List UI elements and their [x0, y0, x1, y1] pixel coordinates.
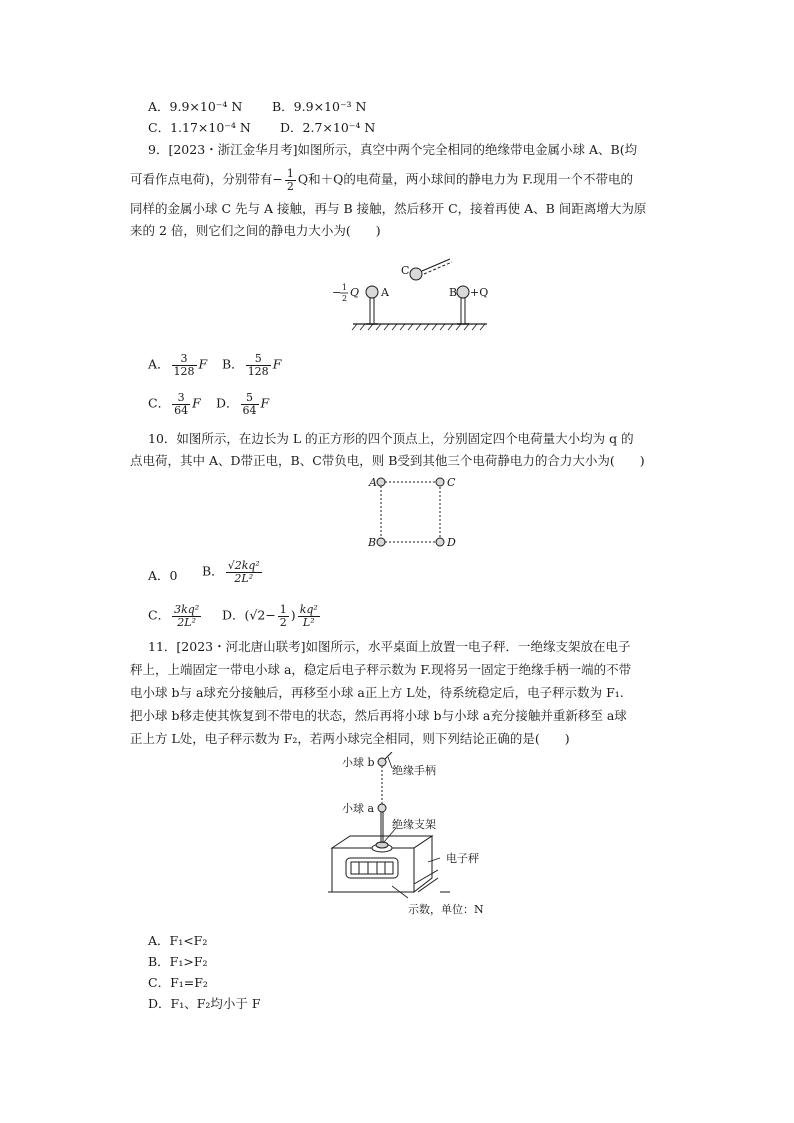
q10-charge-b [377, 538, 385, 546]
q11-option-a: A．F₁<F₂ [148, 933, 208, 948]
q9-label-b: B [449, 286, 458, 299]
q9-label-a: A [381, 286, 389, 299]
q11-option-d: D．F₁、F₂均小于 F [148, 996, 261, 1011]
q9-charge-b: +Q [470, 286, 489, 299]
q11-label-ball-b: 小球 b [342, 756, 375, 769]
q9-option-b: B． $\frac{5}{128}$ F [222, 352, 282, 378]
q10-stem-line2: 点电荷，其中 A、D带正电，B、C带负电，则 B受到其他三个电荷静电力的合力大小为( ) [130, 453, 645, 468]
q11-label-stand: 绝缘支架 [392, 818, 436, 831]
q9-stem-line4: 来的 2 倍，则它们之间的静电力大小为( ) [130, 223, 381, 238]
q9-charge-a-num: 1 [342, 283, 348, 292]
q9-fraction-half: $\frac{1}{2}$ [286, 167, 294, 193]
q11-label-scale: 电子秤 [446, 852, 479, 865]
q9-stem-line3: 同样的金属小球 C 先与 A 接触，再与 B 接触，然后移开 C，接着再使 A、B 间距离增大为原 [130, 201, 647, 216]
q9-ball-c [410, 268, 422, 280]
q8-option-c: C．1.17×10⁻⁴ N [148, 120, 251, 135]
q10-label-b: B [368, 536, 377, 549]
q11-display [346, 858, 398, 878]
q11-label-ball-a: 小球 a [342, 802, 375, 815]
q9-ball-b [457, 286, 469, 298]
q11-figure [320, 752, 500, 922]
q10-option-b: B． $\frac{\text{√2kq²}}{\text{2L²}}$ [202, 559, 260, 585]
q11-insulated-stand [372, 812, 392, 852]
q9-stem-line2: 可看作点电荷)，分别带有− $\frac{1}{2}$ Q和＋Q的电荷量，两小球间的静电力为 F.现用一个不带电的 [130, 167, 634, 193]
q11-option-b: B．F₁>F₂ [148, 954, 208, 969]
q11-stem-line3: 电小球 b与 a球充分接触后，再移至小球 a正上方 L处，待系统稳定后，电子秤示数为 F₁. [130, 685, 624, 700]
q9-stand-b [457, 298, 469, 324]
q9-figure [325, 250, 505, 332]
q11-ball-b [378, 758, 386, 766]
q9-stand-a [366, 298, 378, 324]
q11-stem-line4: 把小球 b移走使其恢复到不带电的状态，然后再将小球 b与小球 a充分接触并重新移至 a球 [130, 708, 627, 723]
q10-figure [365, 472, 465, 552]
q9-charge-a-den: 2 [342, 294, 348, 303]
q9-label-c: C [401, 264, 410, 277]
q8-option-b: B．9.9×10⁻³ N [272, 99, 367, 114]
q9-stem-line1: 9．[2023・浙江金华月考]如图所示，真空中两个完全相同的绝缘带电金属小球 A、B(均 [148, 142, 638, 157]
q9-charge-a-q: Q [350, 286, 360, 299]
q10-label-a: A [369, 476, 377, 489]
q11-label-handle: 绝缘手柄 [392, 764, 436, 777]
q11-stem-line5: 正上方 L处，电子秤示数为 F₂，若两小球完全相同，则下列结论正确的是( ) [130, 731, 570, 746]
q10-option-d: D．(√2− $\frac{1}{2}$ ) $\frac{\text{kq²}}{\text{L²}}$ [222, 603, 318, 629]
q10-charge-c [436, 478, 444, 486]
q10-charge-a [377, 478, 385, 486]
q9-ground [352, 324, 487, 330]
q11-option-c: C．F₁=F₂ [148, 975, 208, 990]
q10-stem-line1: 10．如图所示，在边长为 L 的正方形的四个顶点上，分别固定四个电荷量大小均为 q 的 [148, 431, 634, 446]
q10-option-a: A．0 [148, 568, 178, 583]
q10-label-c: C [447, 476, 456, 489]
q8-option-d: D．2.7×10⁻⁴ N [280, 120, 376, 135]
q10-charge-d [436, 538, 444, 546]
q11-stem-line1: 11．[2023・河北唐山联考]如图所示，水平桌面上放置一电子秤．一绝缘支架放在电子 [148, 639, 631, 654]
q9-option-a: A． $\frac{3}{128}$ F [148, 352, 208, 378]
q8-option-a: A．9.9×10⁻⁴ N [148, 99, 243, 114]
q11-label-reading: 示数，单位：N [408, 903, 484, 916]
q11-stem-line2: 秤上，上端固定一带电小球 a，稳定后电子秤示数为 F.现将另一固定于绝缘手柄一端的不带 [130, 662, 632, 677]
q9-ball-a [366, 286, 378, 298]
q9-option-d: D． $\frac{5}{64}$ F [216, 391, 270, 417]
q10-option-c: C． $\frac{\text{3kq²}}{\text{2L²}}$ [148, 603, 200, 629]
q10-square [381, 482, 440, 542]
q10-label-d: D [447, 536, 456, 549]
q11-ball-a [378, 804, 386, 812]
q9-charge-a-minus: − [332, 286, 342, 299]
q9-option-c: C． $\frac{3}{64}$ F [148, 391, 201, 417]
